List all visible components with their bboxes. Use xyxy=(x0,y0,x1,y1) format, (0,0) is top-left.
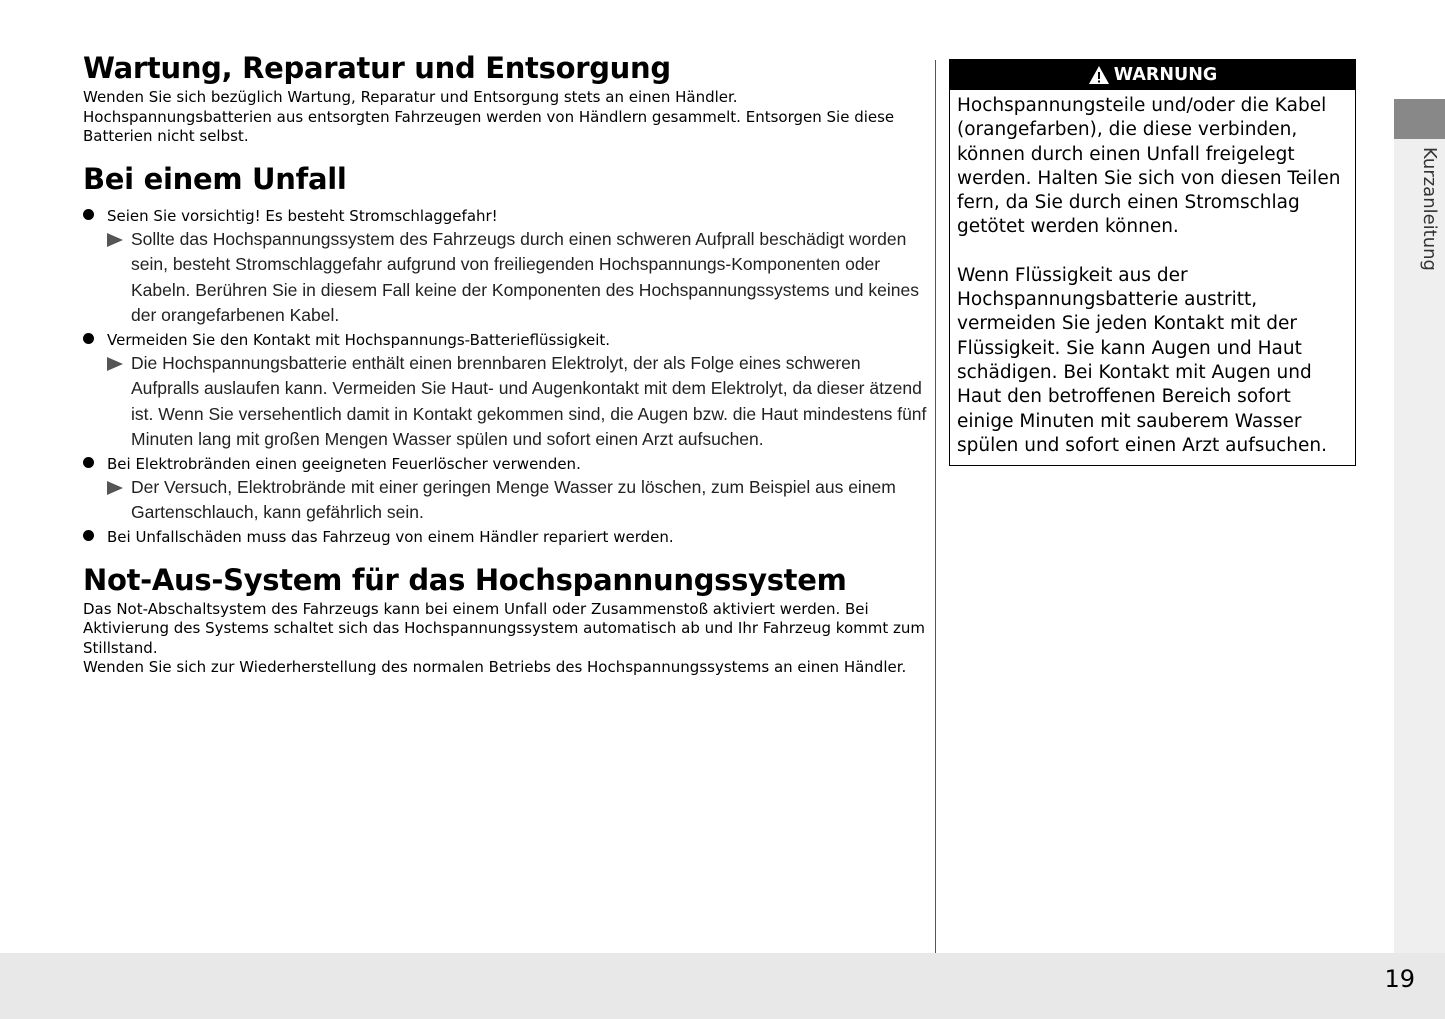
arrow-right-icon xyxy=(107,481,123,495)
side-tab-label[interactable]: Kurzanleitung xyxy=(1419,147,1440,271)
bullet-text: Bei Unfallschäden muss das Fahrzeug von einem Händler repariert werden. xyxy=(107,527,674,546)
bullet-detail-text: Sollte das Hochspannungssystem des Fahrzeugs durch einen schweren Aufprall beschädigt worden sein, besteht Stromschlaggefahr aufgrund von freiliegenden Hochspannungs-Komponenten oder Kabeln. Berühren Sie in diesem Fall keine der Komponenten des Hochspannungssystems und keines der orangefarbenen Kabel. xyxy=(131,228,919,325)
list-item xyxy=(83,453,928,526)
bullet-icon xyxy=(83,530,94,541)
bullet-text: Vermeiden Sie den Kontakt mit Hochspannungs-Batterieflüssigkeit. xyxy=(107,330,611,349)
warning-paragraph-1: Hochspannungsteile und/oder die Kabel (orangefarben), die diese verbinden, können durch einen Unfall freigelegt werden. Halten Sie sich von diesen Teilen fern, da Sie durch einen Stromschlag getötet werden können. xyxy=(957,95,1341,238)
bullet-detail xyxy=(107,227,928,329)
emergency-stop-text: Das Not-Abschaltsystem des Fahrzeugs kann bei einem Unfall oder Zusammenstoß aktiviert werden. Bei Aktivierung des Systems schaltet sich das Hochspannungssystem automatisch ab und Ihr Fahrzeug kommt zum Stillstand. xyxy=(83,599,925,657)
section-title-maintenance: Wartung, Reparatur und Entsorgung xyxy=(83,51,671,85)
main-content xyxy=(83,48,928,678)
column-divider xyxy=(935,60,936,953)
arrow-right-icon xyxy=(107,357,123,371)
page-footer xyxy=(0,953,1445,1019)
page-number: 19 xyxy=(1384,965,1415,993)
list-item xyxy=(83,526,928,548)
accident-bullet-list xyxy=(83,205,928,548)
bullet-detail xyxy=(107,351,928,453)
bullet-icon xyxy=(83,457,94,468)
emergency-stop-text-2: Wenden Sie sich zur Wiederherstellung des normalen Betriebs des Hochspannungssystems an einen Händler. xyxy=(83,658,907,676)
bullet-detail-text: Die Hochspannungsbatterie enthält einen brennbaren Elektrolyt, der als Folge eines schweren Aufpralls auslaufen kann. Vermeiden Sie Haut- und Augenkontakt mit dem Elektrolyt, da dieser ätzend ist. Wenn Sie versehentlich damit in Kontakt gekommen sind, die Augen bzw. die Haut mindestens fünf Minuten lang mit großen Mengen Wasser spülen und sofort einen Arzt aufsuchen. xyxy=(131,352,927,449)
bullet-detail xyxy=(107,475,928,526)
section-title-accident: Bei einem Unfall xyxy=(83,161,347,196)
warning-box xyxy=(949,59,1356,466)
section-title-emergency-stop: Not-Aus-System für das Hochspannungssystem xyxy=(83,562,847,597)
warning-triangle-icon xyxy=(1088,65,1110,85)
bullet-text: Bei Elektrobränden einen geeigneten Feuerlöscher verwenden. xyxy=(107,454,581,473)
maintenance-text: Wenden Sie sich bezüglich Wartung, Reparatur und Entsorgung stets an einen Händler. Hochspannungsbatterien aus entsorgten Fahrzeugen werden von Händlern gesammelt. Entsorgen Sie diese Batterien nicht selbst. xyxy=(83,88,895,145)
bullet-icon xyxy=(83,333,94,344)
bullet-text: Seien Sie vorsichtig! Es besteht Stromschlaggefahr! xyxy=(107,206,498,225)
arrow-right-icon xyxy=(107,233,123,247)
bullet-detail-text: Der Versuch, Elektrobrände mit einer geringen Menge Wasser zu löschen, zum Beispiel aus einem Gartenschlauch, kann gefährlich sein. xyxy=(131,476,896,522)
list-item xyxy=(83,329,928,453)
warning-label: WARNUNG xyxy=(1113,65,1218,85)
bullet-icon xyxy=(83,209,94,220)
warning-body xyxy=(950,90,1355,465)
warning-paragraph-2: Wenn Flüssigkeit aus der Hochspannungsbatterie austritt, vermeiden Sie jeden Kontakt mit der Flüssigkeit. Sie kann Augen und Haut schädigen. Bei Kontakt mit Augen und Haut den betroffenen Bereich sofort einige Minuten mit sauberem Wasser spülen und sofort einen Arzt aufsuchen. xyxy=(957,264,1327,456)
list-item xyxy=(83,205,928,329)
side-tab-marker xyxy=(1394,99,1445,139)
warning-header xyxy=(950,60,1355,90)
